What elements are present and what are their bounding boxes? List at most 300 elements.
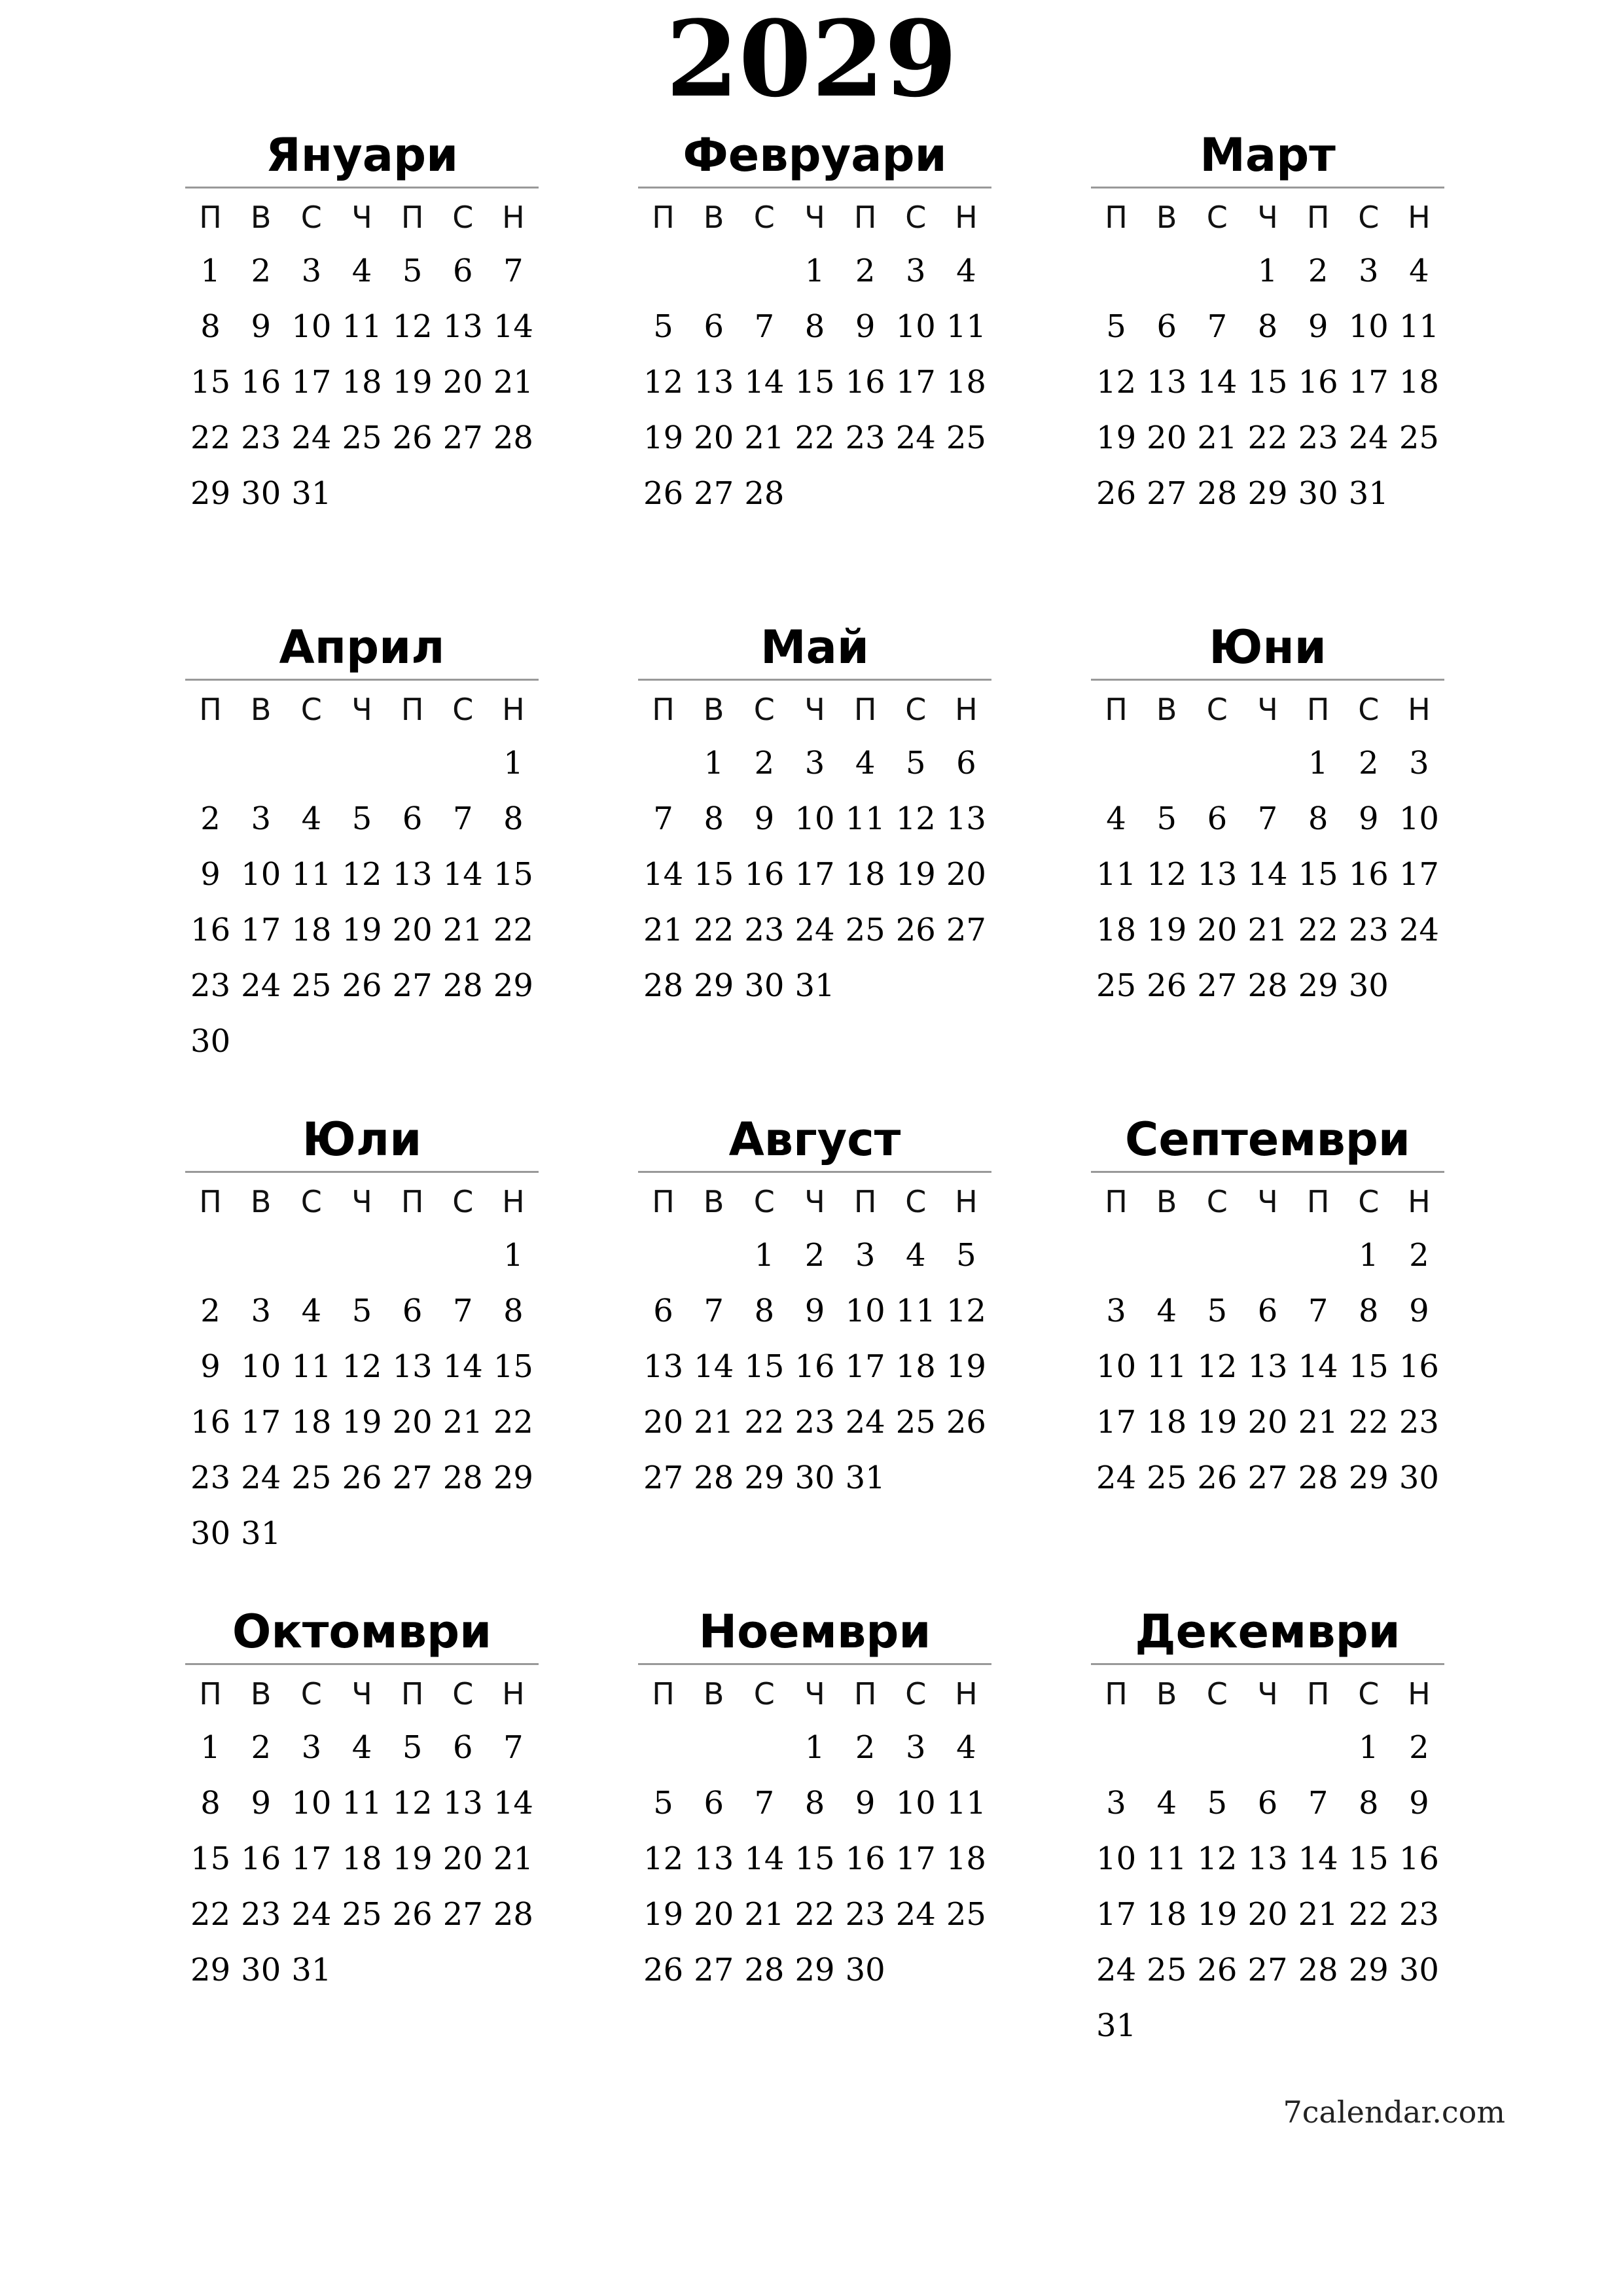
weekday-label: С [905,1676,927,1712]
day-cell: 6 [402,800,423,837]
day-cell: 10 [845,1293,885,1329]
day-cell: 10 [895,308,936,345]
weekday-label: С [1358,1184,1380,1219]
day-cell: 27 [392,967,433,1004]
day-cell: 22 [190,420,231,456]
day-cell: 1 [804,253,825,289]
day-cell: 6 [453,253,473,289]
day-cell: 10 [1096,1348,1137,1385]
day-cell: 4 [1409,253,1429,289]
weekday-label: С [753,200,775,235]
weekday-label: Ч [804,1676,825,1712]
weekday-label: С [452,1676,474,1712]
month-divider [1091,187,1444,188]
month-block [185,1109,539,1562]
weekday-label: П [1306,1184,1330,1219]
day-cell: 28 [1197,475,1238,512]
day-cell: 13 [946,800,986,837]
day-cell: 19 [895,856,936,893]
month-title: Март [1200,128,1336,182]
month-title: Юни [1209,620,1327,674]
day-cell: 14 [744,364,785,401]
empty-cell [185,1228,236,1283]
day-cell: 9 [754,800,775,837]
day-cell: 11 [1399,308,1439,345]
day-cell: 29 [1298,967,1338,1004]
day-cell: 27 [1247,1460,1288,1496]
day-cell: 20 [946,856,986,893]
weekday-label: П [652,692,675,727]
empty-cell [286,736,336,791]
weekday-label: С [300,692,322,727]
day-cell: 22 [190,1896,231,1933]
day-cell: 23 [241,420,281,456]
weekday-label: С [905,1184,927,1219]
day-cell: 25 [895,1404,936,1441]
day-cell: 23 [190,967,231,1004]
day-cell: 2 [855,1729,876,1766]
day-cell: 8 [1308,800,1329,837]
day-cell: 6 [704,308,724,345]
day-cell: 17 [794,856,835,893]
day-cell: 23 [744,912,785,948]
day-cell: 11 [1147,1840,1187,1877]
day-cell: 30 [1348,967,1389,1004]
weekday-label: П [652,200,675,235]
day-cell: 15 [190,1840,231,1877]
year-title: 2029 [666,0,957,120]
day-cell: 18 [1147,1896,1187,1933]
site-credit[interactable]: 7calendar.com [1283,2094,1505,2130]
day-cell: 17 [241,1404,281,1441]
weekday-label: П [853,1184,877,1219]
day-cell: 30 [1399,1460,1439,1496]
weekday-label: П [199,1676,222,1712]
day-cell: 31 [1348,475,1389,512]
day-cell: 23 [190,1460,231,1496]
weekday-label: С [1206,1184,1228,1219]
day-cell: 29 [794,1952,835,1988]
day-cell: 23 [1298,420,1338,456]
day-cell: 2 [251,1729,271,1766]
day-cell: 29 [1348,1952,1389,1988]
day-cell: 21 [643,912,684,948]
weekday-label: П [199,692,222,727]
day-cell: 29 [694,967,734,1004]
day-cell: 10 [1096,1840,1137,1877]
day-cell: 2 [1359,745,1379,781]
month-block [1091,1601,1444,2054]
day-cell: 24 [845,1404,885,1441]
day-cell: 29 [1247,475,1288,512]
day-cell: 7 [754,308,775,345]
day-cell: 25 [342,420,382,456]
day-cell: 10 [291,308,332,345]
day-cell: 7 [1308,1293,1329,1329]
day-cell: 22 [794,420,835,456]
day-cell: 19 [342,1404,382,1441]
day-cell: 7 [1308,1785,1329,1821]
day-cell: 8 [1359,1293,1379,1329]
day-cell: 3 [906,253,926,289]
day-cell: 24 [291,1896,332,1933]
day-grid [638,1668,991,1998]
empty-cell [236,1228,286,1283]
day-cell: 11 [291,856,332,893]
month-title: Септември [1125,1113,1410,1166]
day-cell: 1 [754,1237,775,1274]
day-cell: 19 [1197,1896,1238,1933]
day-cell: 17 [1096,1896,1137,1933]
day-cell: 24 [241,967,281,1004]
day-cell: 12 [342,856,382,893]
day-cell: 27 [1197,967,1238,1004]
weekday-label: В [1156,1676,1177,1712]
day-cell: 16 [1399,1840,1439,1877]
weekday-label: Ч [804,1184,825,1219]
day-cell: 2 [200,1293,221,1329]
day-cell: 14 [1298,1840,1338,1877]
empty-cell [1293,1228,1344,1283]
month-block [638,617,991,1014]
weekday-label: Ч [351,692,372,727]
day-cell: 13 [694,364,734,401]
day-cell: 27 [442,420,483,456]
day-cell: 12 [946,1293,986,1329]
day-cell: 8 [1359,1785,1379,1821]
day-cell: 25 [291,967,332,1004]
day-cell: 25 [1399,420,1439,456]
empty-cell [438,1228,488,1283]
day-cell: 6 [956,745,976,781]
day-cell: 15 [1348,1348,1389,1385]
day-grid [185,191,539,522]
day-cell: 30 [845,1952,885,1988]
day-cell: 13 [1247,1348,1288,1385]
day-cell: 16 [241,364,281,401]
weekday-label: П [1105,200,1128,235]
day-cell: 3 [251,800,271,837]
day-cell: 10 [241,856,281,893]
day-cell: 13 [442,308,483,345]
weekday-label: П [401,200,424,235]
weekday-label: В [250,200,272,235]
day-cell: 25 [1147,1952,1187,1988]
weekday-label: С [905,692,927,727]
weekday-label: Н [955,1676,978,1712]
weekday-label: С [753,692,775,727]
weekday-label: Ч [351,200,372,235]
day-cell: 13 [392,856,433,893]
day-grid [1091,191,1444,522]
day-cell: 8 [754,1293,775,1329]
month-block [185,124,539,522]
day-cell: 16 [1298,364,1338,401]
day-cell: 26 [1197,1460,1238,1496]
day-cell: 22 [794,1896,835,1933]
weekday-label: Ч [351,1184,372,1219]
day-cell: 5 [1106,308,1126,345]
day-cell: 25 [291,1460,332,1496]
day-cell: 20 [392,1404,433,1441]
day-cell: 4 [1156,1785,1177,1821]
day-cell: 18 [1096,912,1137,948]
day-cell: 7 [704,1293,724,1329]
day-cell: 4 [301,1293,322,1329]
day-cell: 14 [694,1348,734,1385]
weekday-label: С [1358,200,1380,235]
day-cell: 11 [1147,1348,1187,1385]
weekday-label: Н [1408,200,1431,235]
day-cell: 3 [251,1293,271,1329]
day-grid [1091,1668,1444,2054]
day-cell: 2 [754,745,775,781]
day-cell: 5 [351,1293,372,1329]
weekday-label: В [1156,200,1177,235]
empty-cell [739,243,789,299]
day-cell: 19 [1197,1404,1238,1441]
day-cell: 23 [1399,1896,1439,1933]
day-cell: 11 [342,308,382,345]
day-cell: 1 [704,745,724,781]
day-cell: 4 [1106,800,1126,837]
weekday-label: Ч [804,200,825,235]
month-block [185,617,539,1069]
day-cell: 23 [1399,1404,1439,1441]
day-cell: 15 [1348,1840,1389,1877]
day-cell: 29 [190,1952,231,1988]
day-cell: 28 [493,420,533,456]
day-cell: 17 [895,1840,936,1877]
weekday-label: С [452,692,474,727]
weekday-label: С [905,200,927,235]
day-cell: 3 [1359,253,1379,289]
day-cell: 20 [442,364,483,401]
day-cell: 12 [1147,856,1187,893]
day-cell: 26 [895,912,936,948]
day-cell: 28 [744,1952,785,1988]
weekday-label: Ч [1257,692,1278,727]
day-cell: 8 [200,1785,221,1821]
day-cell: 5 [351,800,372,837]
day-cell: 10 [794,800,835,837]
day-cell: 29 [1348,1460,1389,1496]
day-cell: 6 [1207,800,1228,837]
day-cell: 30 [190,1023,231,1060]
day-cell: 22 [694,912,734,948]
day-cell: 15 [493,1348,533,1385]
day-cell: 28 [1247,967,1288,1004]
day-cell: 6 [653,1293,673,1329]
weekday-label: П [1105,692,1128,727]
empty-cell [1091,243,1141,299]
day-cell: 4 [1156,1293,1177,1329]
weekday-label: В [250,692,272,727]
month-divider [185,679,539,681]
day-cell: 21 [493,1840,533,1877]
day-cell: 14 [1298,1348,1338,1385]
empty-cell [1242,1720,1293,1776]
day-cell: 3 [1106,1785,1126,1821]
day-cell: 23 [1348,912,1389,948]
day-cell: 3 [804,745,825,781]
day-cell: 15 [493,856,533,893]
day-cell: 3 [906,1729,926,1766]
day-cell: 3 [1409,745,1429,781]
day-cell: 22 [493,912,533,948]
day-cell: 19 [392,1840,433,1877]
day-cell: 7 [653,800,673,837]
day-cell: 23 [794,1404,835,1441]
month-block [185,1601,539,1998]
day-cell: 6 [1257,1293,1278,1329]
day-cell: 21 [744,1896,785,1933]
day-cell: 3 [301,1729,322,1766]
day-cell: 16 [744,856,785,893]
day-cell: 30 [190,1515,231,1552]
weekday-label: С [300,1676,322,1712]
day-cell: 14 [493,308,533,345]
day-cell: 2 [1308,253,1329,289]
day-cell: 5 [653,1785,673,1821]
weekday-label: С [300,1184,322,1219]
day-cell: 14 [643,856,684,893]
day-cell: 9 [855,308,876,345]
day-cell: 31 [291,475,332,512]
day-cell: 16 [190,912,231,948]
month-divider [638,1663,991,1665]
day-cell: 11 [1096,856,1137,893]
day-cell: 26 [342,967,382,1004]
day-cell: 16 [794,1348,835,1385]
day-cell: 25 [946,420,986,456]
day-cell: 13 [1147,364,1187,401]
day-cell: 16 [241,1840,281,1877]
day-cell: 12 [342,1348,382,1385]
month-divider [1091,679,1444,681]
day-cell: 19 [946,1348,986,1385]
day-cell: 7 [1207,308,1228,345]
day-cell: 9 [1359,800,1379,837]
day-cell: 27 [946,912,986,948]
day-cell: 20 [643,1404,684,1441]
day-cell: 27 [1147,475,1187,512]
day-cell: 24 [1096,1460,1137,1496]
day-cell: 27 [694,475,734,512]
day-cell: 4 [855,745,876,781]
day-cell: 21 [442,1404,483,1441]
day-cell: 20 [1247,1404,1288,1441]
day-cell: 21 [1247,912,1288,948]
day-cell: 20 [1247,1896,1288,1933]
day-cell: 10 [895,1785,936,1821]
day-cell: 27 [1247,1952,1288,1988]
weekday-label: С [452,1184,474,1219]
day-cell: 21 [1298,1896,1338,1933]
day-cell: 9 [200,856,221,893]
day-cell: 10 [1348,308,1389,345]
day-cell: 22 [1348,1404,1389,1441]
empty-cell [638,1228,688,1283]
day-cell: 9 [1409,1293,1429,1329]
day-cell: 20 [442,1840,483,1877]
day-cell: 12 [1197,1348,1238,1385]
day-cell: 2 [1409,1729,1429,1766]
empty-cell [638,243,688,299]
day-cell: 31 [241,1515,281,1552]
day-cell: 8 [804,308,825,345]
day-cell: 20 [1147,420,1187,456]
day-cell: 17 [291,364,332,401]
day-cell: 7 [503,1729,524,1766]
weekday-label: В [250,1184,272,1219]
weekday-label: Н [955,1184,978,1219]
day-cell: 28 [442,1460,483,1496]
day-cell: 10 [291,1785,332,1821]
month-divider [638,187,991,188]
month-title: Май [760,620,869,674]
day-cell: 27 [694,1952,734,1988]
day-cell: 12 [895,800,936,837]
empty-cell [1091,736,1141,791]
day-cell: 31 [1096,2007,1137,2044]
day-cell: 28 [1298,1460,1338,1496]
day-cell: 26 [1197,1952,1238,1988]
day-cell: 18 [291,1404,332,1441]
day-cell: 23 [241,1896,281,1933]
day-cell: 2 [804,1237,825,1274]
day-cell: 21 [493,364,533,401]
day-cell: 18 [845,856,885,893]
day-cell: 9 [1409,1785,1429,1821]
day-cell: 6 [704,1785,724,1821]
weekday-label: С [1358,1676,1380,1712]
day-cell: 5 [653,308,673,345]
day-cell: 14 [442,856,483,893]
weekday-label: П [199,200,222,235]
weekday-label: Н [502,692,525,727]
day-cell: 27 [643,1460,684,1496]
day-cell: 30 [241,1952,281,1988]
day-cell: 15 [1298,856,1338,893]
weekday-label: С [452,200,474,235]
day-cell: 28 [493,1896,533,1933]
empty-cell [1141,1720,1192,1776]
day-cell: 22 [1247,420,1288,456]
month-block [1091,1109,1444,1506]
day-cell: 26 [643,1952,684,1988]
day-cell: 11 [895,1293,936,1329]
day-cell: 1 [503,1237,524,1274]
empty-cell [1091,1720,1141,1776]
day-cell: 5 [1207,1785,1228,1821]
day-cell: 4 [956,253,976,289]
day-cell: 30 [794,1460,835,1496]
weekday-label: П [199,1184,222,1219]
day-cell: 13 [392,1348,433,1385]
day-cell: 19 [1147,912,1187,948]
month-divider [185,1171,539,1173]
day-cell: 14 [493,1785,533,1821]
day-cell: 7 [1257,800,1278,837]
day-cell: 5 [1156,800,1177,837]
day-cell: 2 [200,800,221,837]
month-title: Януари [265,128,459,182]
day-grid [1091,683,1444,1014]
day-cell: 15 [694,856,734,893]
day-cell: 10 [241,1348,281,1385]
day-cell: 18 [342,364,382,401]
